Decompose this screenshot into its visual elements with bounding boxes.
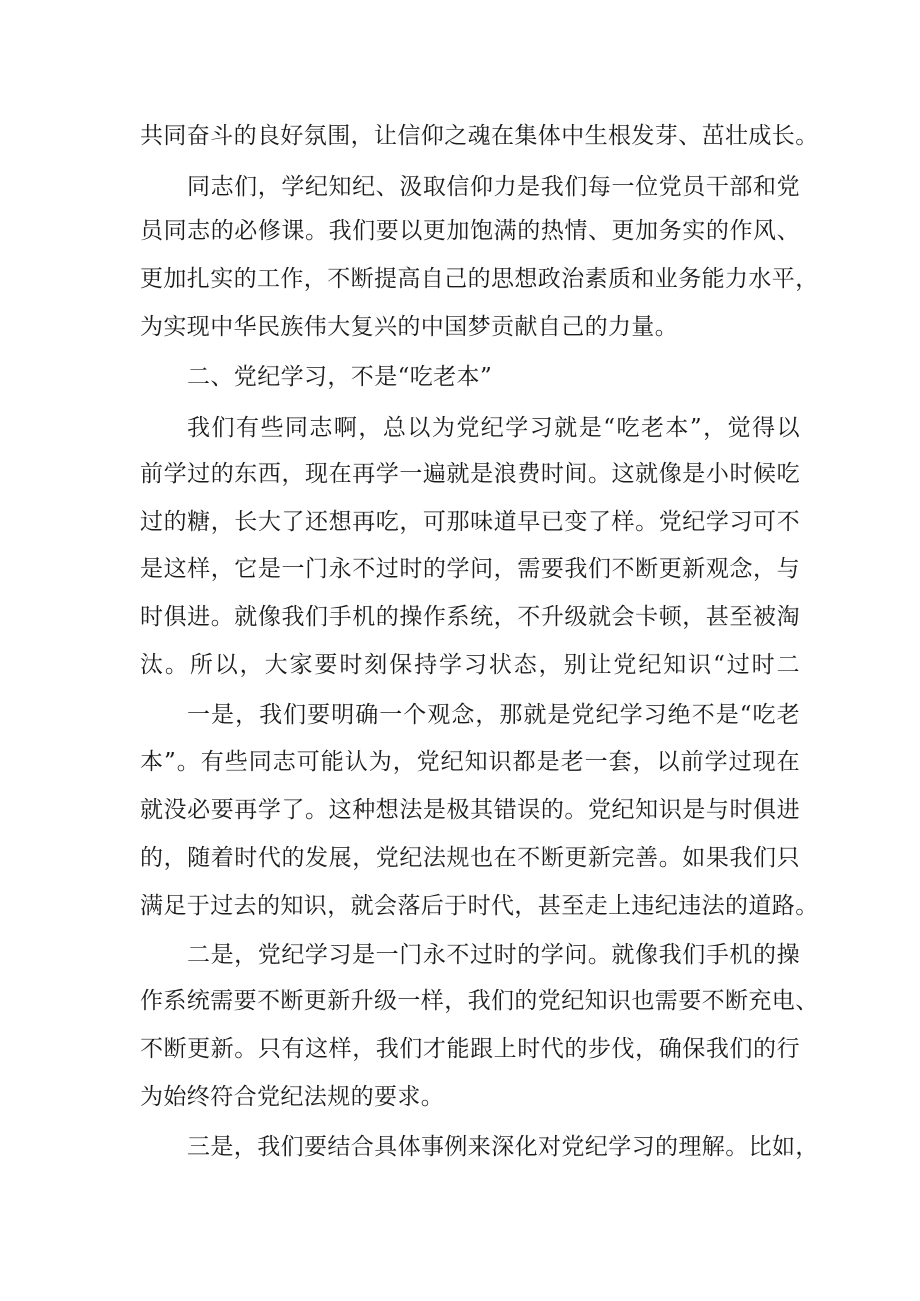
text-line: 是这样，它是一门永不过时的学问，需要我们不断更新观念，与 bbox=[140, 556, 800, 582]
text-line: 不断更新。只有这样，我们才能跟上时代的步伐，确保我们的行 bbox=[140, 1036, 800, 1062]
text-line: 作系统需要不断更新升级一样，我们的党纪知识也需要不断充电、 bbox=[140, 988, 819, 1014]
text-line: 一是，我们要明确一个观念，那就是党纪学习绝不是“吃老 bbox=[187, 702, 800, 728]
text-line: 同志们，学纪知纪、汲取信仰力是我们每一位党员干部和党 bbox=[187, 174, 800, 200]
text-line: 本”。有些同志可能认为，党纪知识都是老一套，以前学过现在 bbox=[140, 749, 800, 775]
text-line: 满足于过去的知识，就会落后于时代，甚至走上违纪违法的道路。 bbox=[140, 893, 819, 919]
text-line: 更加扎实的工作，不断提高自己的思想政治素质和业务能力水平， bbox=[140, 266, 819, 292]
section-heading: 二、党纪学习，不是“吃老本” bbox=[187, 364, 493, 390]
text-line: 我们有些同志啊，总以为党纪学习就是“吃老本”，觉得以 bbox=[187, 415, 800, 441]
text-line: 二是，党纪学习是一门永不过时的学问。就像我们手机的操 bbox=[187, 942, 800, 968]
text-line: 汰。所以，大家要时刻保持学习状态，别让党纪知识“过时二 bbox=[140, 652, 800, 678]
text-line: 共同奋斗的良好氛围，让信仰之魂在集体中生根发芽、茁壮成长。 bbox=[140, 123, 819, 149]
text-line: 为实现中华民族伟大复兴的中国梦贡献自己的力量。 bbox=[140, 314, 679, 340]
text-line: 就没必要再学了。这种想法是极其错误的。党纪知识是与时俱进 bbox=[140, 797, 800, 823]
text-line: 过的糖，长大了还想再吃，可那味道早已变了样。党纪学习可不 bbox=[140, 509, 800, 535]
text-line: 为始终符合党纪法规的要求。 bbox=[140, 1084, 445, 1110]
text-line: 前学过的东西，现在再学一遍就是浪费时间。这就像是小时候吃 bbox=[140, 461, 800, 487]
text-line: 的，随着时代的发展，党纪法规也在不断更新完善。如果我们只 bbox=[140, 845, 800, 871]
text-line: 三是，我们要结合具体事例来深化对党纪学习的理解。比如， bbox=[187, 1134, 819, 1160]
text-line: 员同志的必修课。我们要以更加饱满的热情、更加务实的作风、 bbox=[140, 218, 800, 244]
text-line: 时俱进。就像我们手机的操作系统，不升级就会卡顿，甚至被淘 bbox=[140, 604, 800, 630]
